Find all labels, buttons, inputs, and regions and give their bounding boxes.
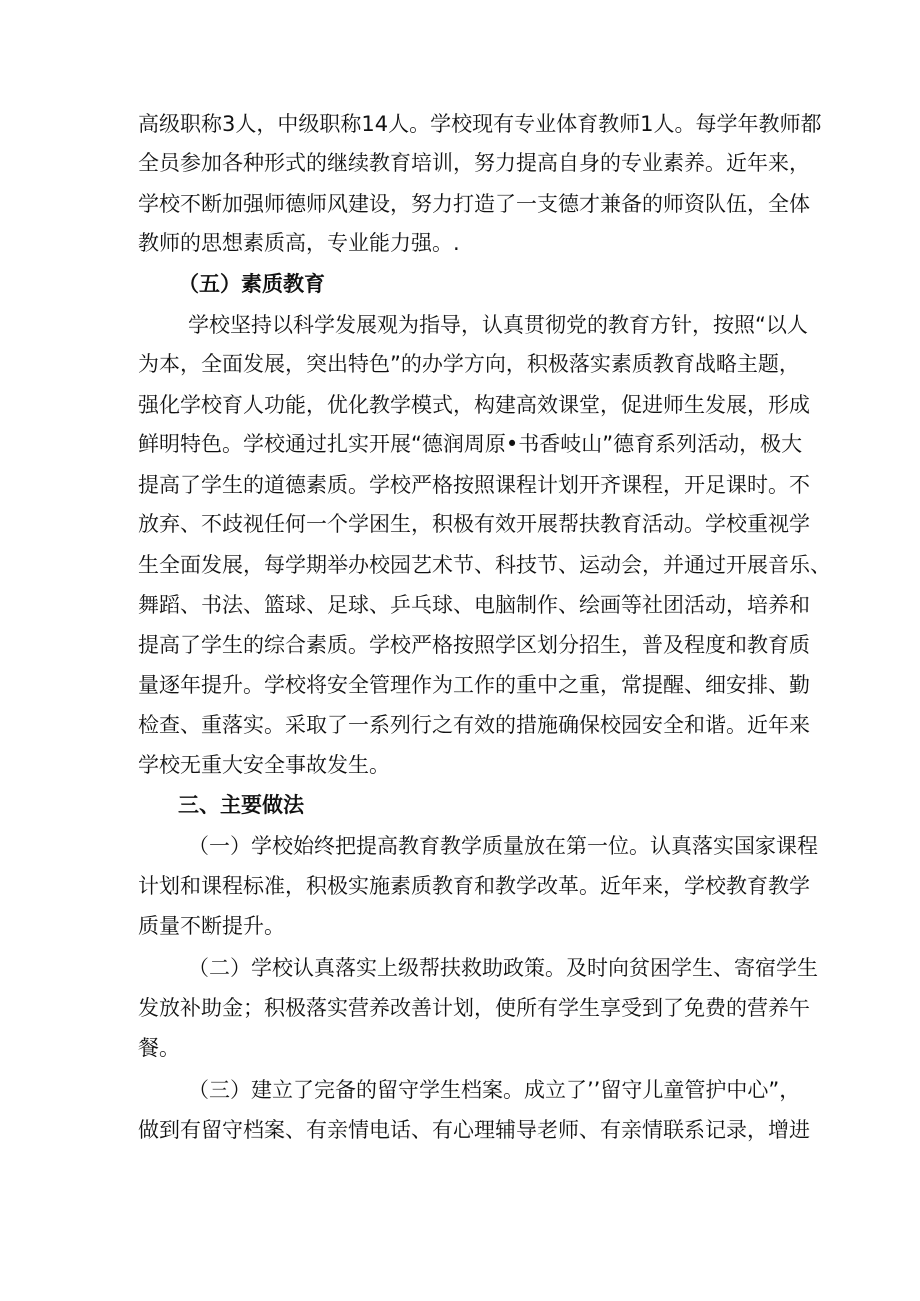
body-line: 为本，全面发展，突出特色”的办学方向，积极落实素质教育战略主题， [138,352,800,376]
body-line: 鲜明特色。学校通过扎实开展“德润周原•书香岐山”德育系列活动，极大 [138,432,803,456]
section-heading: （五）素质教育 [178,272,325,296]
body-line: 学校不断加强师德师风建设，努力打造了一支德才兼备的师资队伍，全体 [138,192,810,216]
section-heading: 三、主要做法 [178,793,304,817]
body-line: 发放补助金；积极落实营养改善计划，使所有学生享受到了免费的营养午 [138,996,810,1020]
paragraph-first-line: （三）建立了完备的留守学生档案。成立了’’留守儿童管护中心”， [188,1078,801,1102]
body-line: 餐。 [138,1036,180,1060]
body-line: 质量不断提升。 [138,914,285,938]
body-line: 放弃、不歧视任何一个学困生，积极有效开展帮扶教育活动。学校重视学 [138,512,810,536]
body-line: 全员参加各种形式的继续教育培训，努力提高自身的专业素养。近年来， [138,151,810,175]
body-line: 提高了学生的综合素质。学校严格按照学区划分招生，普及程度和教育质 [138,633,810,657]
paragraph-first-line: （一）学校始终把提高教育教学质量放在第一位。认真落实国家课程 [188,834,818,858]
body-line: 舞蹈、书法、篮球、足球、乒乓球、电脑制作、绘画等社团活动，培养和 [138,593,810,617]
body-line: 提高了学生的道德素质。学校严格按照课程计划开齐课程，开足课时。不 [138,473,810,497]
body-line: 计划和课程标准，积极实施素质教育和教学改革。近年来，学校教育教学 [138,874,810,898]
body-line: 学校无重大安全事故发生。 [138,753,390,777]
paragraph-first-line: （二）学校认真落实上级帮扶救助政策。及时向贫困学生、寄宿学生 [188,956,818,980]
body-line: 量逐年提升。学校将安全管理作为工作的重中之重，常提醒、细安排、勤 [138,673,810,697]
body-line: 检查、重落实。采取了一系列行之有效的措施确保校园安全和谐。近年来 [138,713,810,737]
paragraph-first-line: 学校坚持以科学发展观为指导，认真贯彻党的教育方针，按照“以人 [188,313,808,337]
body-line: 高级职称3人，中级职称14人。学校现有专业体育教师1人。每学年教师都 [138,112,822,136]
body-line: 强化学校育人功能，优化教学模式，构建高效课堂，促进师生发展，形成 [138,393,810,417]
body-line: 教师的思想素质高，专业能力强。. [138,231,460,255]
body-line: 做到有留守档案、有亲情电话、有心理辅导老师、有亲情联系记录，增进 [138,1118,810,1142]
body-line: 生全面发展，每学期举办校园艺术节、科技节、运动会，并通过开展音乐、 [138,553,831,577]
